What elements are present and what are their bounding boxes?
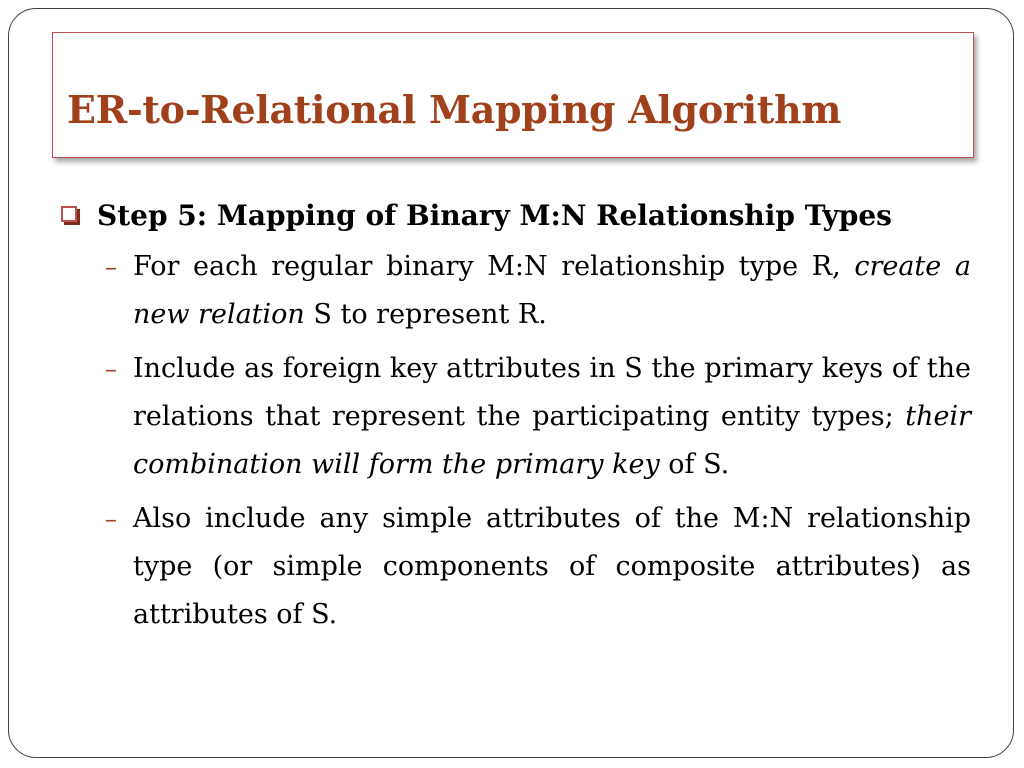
square-bullet-icon xyxy=(61,206,77,222)
point-2-part-2: their combination will form the primary key xyxy=(133,401,971,480)
bullet-point-3 xyxy=(59,495,971,639)
title-box xyxy=(52,32,974,158)
step-heading xyxy=(59,192,971,240)
slide-frame xyxy=(8,8,1014,758)
point-1-part-2: create a new relation xyxy=(133,251,971,330)
slide-content xyxy=(59,192,971,639)
dash-bullet-icon: – xyxy=(105,253,117,281)
dash-bullet-icon: – xyxy=(105,355,117,383)
dash-bullet-icon: – xyxy=(105,505,117,533)
bullet-point-1 xyxy=(59,243,971,339)
point-2-part-3: of S. xyxy=(659,449,730,480)
bullet-point-2 xyxy=(59,345,971,489)
point-1-part-3: S to represent R. xyxy=(304,299,547,330)
slide-title: ER-to-Relational Mapping Algorithm xyxy=(67,87,842,132)
point-1-part-1: For each regular binary M:N relationship type R, xyxy=(133,251,855,282)
point-2-part-1: Include as foreign key attributes in S the primary keys of the relations that represent the participating entity types; xyxy=(133,353,971,432)
step-heading-text: Step 5: Mapping of Binary M:N Relationship Types xyxy=(97,199,892,232)
point-3-part-1: Also include any simple attributes of the M:N relationship type (or simple components of composite attributes) as attributes of S. xyxy=(133,503,971,630)
